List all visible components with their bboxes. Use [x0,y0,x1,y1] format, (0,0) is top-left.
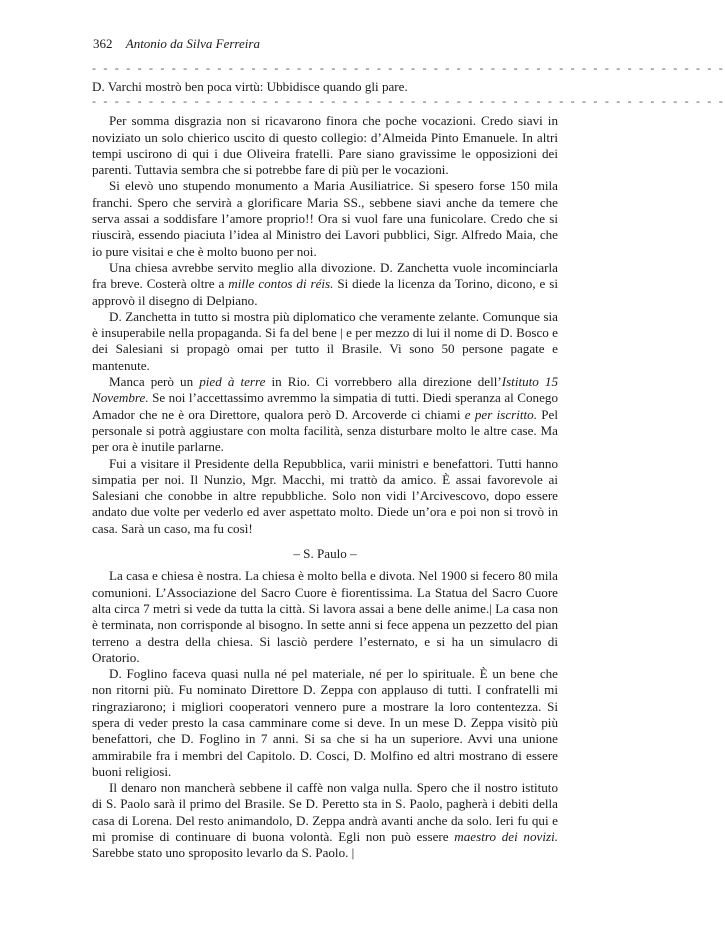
paragraph-zanchetta: D. Zanchetta in tutto si mostra più diplomatico che veramente zelante. Comunque sia è insuperabile nella propaganda. Si fa del bene | e per mezzo di lui il nome di D. Bosco e dei Salesiani si propagò omai per tutto il Brasile. Vi sono 50 persone pagate e mantenute. [92,308,558,373]
page-number: 362 [93,36,113,51]
paragraph-presidente: Fui a visitare il Presidente della Repubblica, varii ministri e benefattori. Tutti hanno simpatia per noi. Il Nunzio, Mgr. Macchi, mi trattò da amico. È assai favorevole ai Salesiani che conobbe in altre repubbliche. Solo non vidi l’Arcivescovo, dopo essere andato due volte per vederlo ed aver aspettato molto. Diede un’ora e poi non si trovò in casa. Sarà un caso, ma fu così! [92,455,558,536]
dash-separator-bottom: - - - - - - - - - - - - - - - - - - - - - - - - - - - - - - - - - - - - - - - - - - - - - - - - - - - - - - - - [92,94,725,109]
running-title: Antonio da Silva Ferreira [125,36,260,51]
paragraph-vocazioni: Per somma disgrazia non si ricavarono finora che poche vocazioni. Credo siavi in noviziato un solo chierico uscito di questo collegio: d’Almeida Pinto Emanuele. In altri tempi uscirono di qui i due Oliveira fratelli. Pare siano gravissime le opposizioni dei parenti. Tuttavia sembra che si potrebbe fare di più per le vocazioni. [92,113,558,178]
running-header [93,36,260,52]
varchi-line: D. Varchi mostrò ben poca virtù: Ubbidisce quando gli pare. [92,79,408,94]
italic-text: Istituto 15 Novembre. [92,374,558,406]
italic-text: mille contos di réis. [228,276,334,292]
paragraph-rio: Manca però un pied à terre in Rio. Ci vorrebbero alla direzione dell’Istituto 15 Novembre. Se noi l’accettassimo avremmo la simpatia di tutti. Diedi speranza al Conego Amador che ne è ora Direttore, qualora però D. Arcoverde ci chiami e per iscritto. Pel personale si potrà aggiustare con molta facilità, senza disturbare molto le altre case. Ma per ora è inutile parlarne. [92,374,558,455]
italic-text: pied à terre [199,374,266,390]
dash-separator-top: - - - - - - - - - - - - - - - - - - - - - - - - - - - - - - - - - - - - - - - - - - - - - - - - - - - - - - - - [92,61,725,75]
paragraph-monumento: Si elevò uno stupendo monumento a Maria Ausiliatrice. Si spesero forse 150 mila franchi. Spero che servirà a glorificare Maria SS., sebbene siavi anche da temere che serva assai a soddisfare l’amore proprio!! Ora si vuol fare una funicolare. Credo che si riuscirà, essendo piaciuta l’idea al Ministro dei Lavori pubblici, Sigr. Alfredo Maia, che io pure visitai e che è molto buono per noi. [92,178,558,259]
italic-text: maestro dei novizi. [454,829,558,845]
paragraph-denaro: Il denaro non mancherà sebbene il caffè non valga nulla. Spero che il nostro istituto di S. Paolo sarà il primo del Brasile. Se D. Peretto sta in S. Paolo, pagherà i debiti della casa di Lorena. Del resto animandolo, D. Zeppa andrà avanti anche da solo. Ieri fu qui e mi promise di continuare di buona volontà. Egli non può essere maestro dei novizi. Sarebbe stato uno sproposito levarlo da S. Paolo. | [92,780,558,861]
italic-text: e per iscritto. [464,406,537,422]
paragraph-foglino: D. Foglino faceva quasi nulla né pel materiale, né per lo spirituale. È un bene che non ritorni più. Fu nominato Direttore D. Zeppa con applauso di tutti. I confratelli mi ringraziarono; i migliori cooperatori vennero pure a mostrare la loro contentezza. Si spera di veder presto la casa camminare come si deve. In un mese D. Zeppa visitò più benefattori, che D. Foglino in 7 anni. Si sa che si ha un superiore. Avvi una unione ammirabile fra i membri del Capitolo. D. Cosci, D. Molfino ed altri mostrano di essere buoni religiosi. [92,666,558,779]
paragraph-chiesa: Una chiesa avrebbe servito meglio alla divozione. D. Zanchetta vuole incominciarla fra breve. Costerà oltre a mille contos di réis. Si diede la licenza da Torino, dicono, e si approvò il disegno di Delpiano. [92,259,558,308]
paragraph-casa-chiesa: La casa e chiesa è nostra. La chiesa è molto bella e divota. Nel 1900 si fecero 80 mila comunioni. L’Associazione del Sacro Cuore è fiorentissima. La Statua del Sacro Cuore alta circa 7 metri si vede da tutta la città. Si lavora assai a bene delle anime.| La casa non è terminata, non corrisponde al bisogno. In sette anni si fece appena un pezzetto del pian terreno a destra della chiesa. Si lasciò perdere l’esternato, e si ha un simulacro di Oratorio. [92,568,558,665]
section-heading: – S. Paulo – [293,546,357,562]
page-body [92,61,725,862]
